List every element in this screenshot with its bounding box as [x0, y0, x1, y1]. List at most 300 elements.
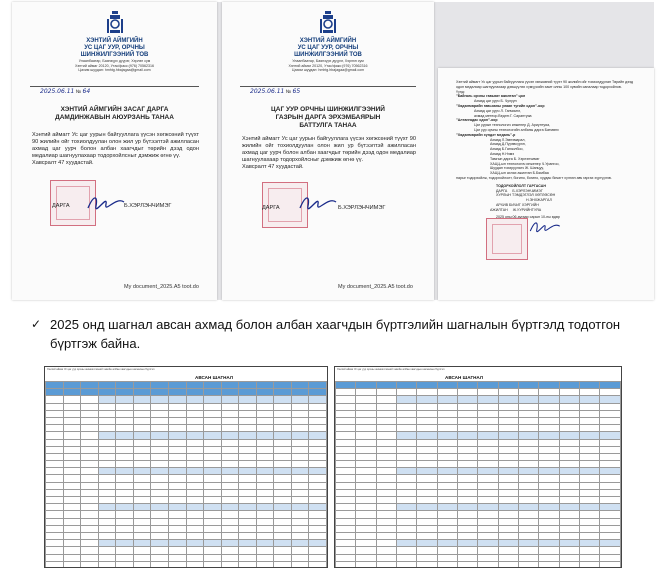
table-cell: [239, 382, 257, 389]
table-cell: [239, 475, 257, 482]
table-cell: [291, 417, 309, 424]
table-cell: [600, 389, 621, 396]
table-cell: [397, 561, 417, 568]
table-cell: [437, 504, 457, 511]
table-cell: [309, 489, 327, 496]
table-cell: [116, 453, 134, 460]
table-cell: [151, 511, 169, 518]
table-cell: [539, 482, 559, 489]
date-number: 2025.06.11 № 64: [40, 88, 91, 95]
table-cell: [376, 482, 396, 489]
table-cell: [519, 439, 539, 446]
table-cell: [498, 532, 518, 539]
table-cell: [539, 389, 559, 396]
table-cell: [291, 532, 309, 539]
table-cell: [539, 532, 559, 539]
table-cell: [336, 475, 356, 482]
table-cell: [356, 518, 376, 525]
table-cell: [356, 453, 376, 460]
table-cell: [376, 532, 396, 539]
table-cell: [600, 518, 621, 525]
table-row: [336, 382, 621, 389]
table-cell: [336, 446, 356, 453]
table-cell: [186, 532, 204, 539]
table-cell: [397, 468, 417, 475]
table-cell: [133, 417, 151, 424]
table-cell: [519, 396, 539, 403]
table-cell: [256, 453, 274, 460]
table-row: [46, 403, 327, 410]
table-cell: [559, 389, 579, 396]
table-cell: [356, 403, 376, 410]
table-cell: [376, 410, 396, 417]
table-cell: [356, 525, 376, 532]
table-cell: [256, 446, 274, 453]
table-cell: [274, 525, 292, 532]
table-row: [46, 525, 327, 532]
table-cell: [336, 382, 356, 389]
table-cell: [417, 511, 437, 518]
table-cell: [539, 489, 559, 496]
table-cell: [274, 532, 292, 539]
table-cell: [256, 439, 274, 446]
table-cell: [376, 525, 396, 532]
table-cell: [458, 497, 478, 504]
table-cell: [221, 396, 239, 403]
table-cell: [397, 518, 417, 525]
table-cell: [376, 497, 396, 504]
table-cell: [336, 417, 356, 424]
table-cell: [437, 461, 457, 468]
table-cell: [356, 547, 376, 554]
table-cell: [478, 382, 498, 389]
table-cell: [498, 489, 518, 496]
table-cell: [417, 497, 437, 504]
award-table: [45, 381, 327, 568]
table-cell: [204, 389, 222, 396]
table-cell: [458, 446, 478, 453]
table-cell: [376, 547, 396, 554]
table-cell: [397, 489, 417, 496]
table-cell: [274, 432, 292, 439]
table-cell: [133, 425, 151, 432]
table-cell: [168, 489, 186, 496]
table-cell: [239, 540, 257, 547]
table-row: [46, 446, 327, 453]
table-row: [336, 446, 621, 453]
table-cell: [204, 468, 222, 475]
table-cell: [256, 561, 274, 568]
appendix-page: [438, 68, 654, 300]
table-cell: [116, 540, 134, 547]
table-cell: [458, 554, 478, 561]
table-cell: [204, 482, 222, 489]
table-cell: [239, 410, 257, 417]
table-cell: [417, 446, 437, 453]
table-cell: [46, 540, 64, 547]
table-cell: [151, 396, 169, 403]
table-cell: [356, 468, 376, 475]
table-cell: [116, 482, 134, 489]
table-cell: [539, 446, 559, 453]
table-cell: [397, 389, 417, 396]
table-cell: [336, 489, 356, 496]
table-cell: [274, 468, 292, 475]
table-cell: [580, 518, 600, 525]
table-cell: [356, 489, 376, 496]
table-cell: [559, 497, 579, 504]
table-cell: [559, 554, 579, 561]
table-cell: [376, 389, 396, 396]
table-cell: [580, 453, 600, 460]
table-cell: [376, 425, 396, 432]
table-cell: [133, 504, 151, 511]
table-cell: [256, 532, 274, 539]
table-cell: [580, 497, 600, 504]
table-cell: [309, 518, 327, 525]
table-cell: [291, 497, 309, 504]
table-cell: [151, 554, 169, 561]
table-cell: [151, 468, 169, 475]
table-cell: [256, 389, 274, 396]
table-cell: [539, 425, 559, 432]
table-cell: [437, 554, 457, 561]
table-cell: [417, 504, 437, 511]
table-cell: [81, 475, 99, 482]
divider: [30, 86, 199, 87]
table-cell: [309, 482, 327, 489]
table-cell: [221, 446, 239, 453]
table-cell: [437, 540, 457, 547]
table-cell: [397, 425, 417, 432]
table-cell: [580, 540, 600, 547]
table-cell: [498, 403, 518, 410]
table-cell: [478, 453, 498, 460]
table-row: [336, 489, 621, 496]
table-cell: [498, 547, 518, 554]
table-cell: [186, 511, 204, 518]
table-cell: [151, 475, 169, 482]
table-cell: [46, 561, 64, 568]
table-row: [46, 511, 327, 518]
table-cell: [559, 511, 579, 518]
table-cell: [519, 417, 539, 424]
appendix-line: "Хөдөлмөрийн гавьяаны улаан тугийн одон"-оор: [456, 103, 545, 108]
award-table: [335, 381, 621, 568]
table-cell: [376, 504, 396, 511]
table-cell: [478, 561, 498, 568]
table-cell: [98, 389, 116, 396]
table-cell: [397, 453, 417, 460]
table-cell: [559, 461, 579, 468]
table-cell: [221, 561, 239, 568]
table-cell: [274, 497, 292, 504]
table-cell: [81, 389, 99, 396]
table-cell: [221, 511, 239, 518]
table-cell: [291, 446, 309, 453]
table-cell: [559, 504, 579, 511]
table-cell: [519, 389, 539, 396]
table-cell: [239, 518, 257, 525]
table-cell: [186, 525, 204, 532]
table-cell: [580, 504, 600, 511]
table-cell: [309, 475, 327, 482]
table-row: [46, 497, 327, 504]
table-row: [336, 432, 621, 439]
table-cell: [356, 439, 376, 446]
table-cell: [580, 439, 600, 446]
table-cell: [417, 461, 437, 468]
table-cell: [600, 540, 621, 547]
table-cell: [221, 475, 239, 482]
table-cell: [186, 554, 204, 561]
table-cell: [309, 425, 327, 432]
table-cell: [168, 532, 186, 539]
table-cell: [458, 504, 478, 511]
table-cell: [81, 561, 99, 568]
table-cell: [580, 547, 600, 554]
table-cell: [81, 439, 99, 446]
table-cell: [309, 446, 327, 453]
table-cell: [580, 489, 600, 496]
table-cell: [498, 396, 518, 403]
table-cell: [98, 525, 116, 532]
table-cell: [168, 475, 186, 482]
table-cell: [559, 518, 579, 525]
table-cell: [204, 453, 222, 460]
table-cell: [98, 511, 116, 518]
table-cell: [397, 461, 417, 468]
table-cell: [81, 425, 99, 432]
table-cell: [539, 525, 559, 532]
org-header: ХЭНТИЙ АЙМГИЙН УС ЦАГ УУР, ОРЧНЫ ШИНЖИЛГЭЭНИЙ ТОВ Улаанбаатар, Баянзүрх дүүрэг, Хэрлэн сум Хэнтий аймаг 20120, Утас/факс:(976) 70562316 Цахим шуудан: hmhtg.hbajagaa@gmail.com: [74, 38, 155, 72]
table-cell: [133, 461, 151, 468]
table-cell: [580, 511, 600, 518]
table-cell: [600, 396, 621, 403]
table-cell: [559, 540, 579, 547]
table-cell: [376, 432, 396, 439]
table-cell: [256, 425, 274, 432]
table-cell: [168, 382, 186, 389]
date-number: 2025.06.11 № 65: [250, 88, 301, 95]
table-row: [336, 511, 621, 518]
table-cell: [256, 504, 274, 511]
table-cell: [336, 511, 356, 518]
table-cell: [133, 532, 151, 539]
table-cell: [221, 417, 239, 424]
table-cell: [336, 532, 356, 539]
table-cell: [600, 403, 621, 410]
table-cell: [600, 410, 621, 417]
table-cell: [498, 432, 518, 439]
table-cell: [291, 525, 309, 532]
table-cell: [478, 389, 498, 396]
appendix-line: Цаг уур орчны технологийн албаны дарга Батмөнх: [474, 127, 559, 132]
table-cell: [458, 518, 478, 525]
table-cell: [559, 410, 579, 417]
table-cell: [186, 497, 204, 504]
table-cell: [417, 532, 437, 539]
table-cell: [63, 475, 81, 482]
table-cell: [519, 504, 539, 511]
table-cell: [274, 446, 292, 453]
table-cell: [116, 396, 134, 403]
table-cell: [539, 554, 559, 561]
scanned-documents: [12, 2, 654, 300]
table-cell: [151, 403, 169, 410]
table-cell: [116, 425, 134, 432]
table-cell: [98, 468, 116, 475]
table-cell: [168, 410, 186, 417]
table-cell: [204, 554, 222, 561]
table-cell: [81, 382, 99, 389]
table-cell: [478, 547, 498, 554]
table-row: [336, 525, 621, 532]
signer-name: Б.ХЭРЛЭНЧИМЭГ: [338, 205, 386, 211]
table-cell: [519, 446, 539, 453]
doc-filename: My document_2025.A5 toot.do: [338, 284, 413, 290]
letter-body: Хэнтий аймагт Ус цаг уурын байгууллага үүсэн хөгжсөний түүхт 90 жилийн ойг тохиолдуулан олон жил ур бүтээлтэй ажилласан ахмад цаг уурч болон албан хаагчдыг төрийн дээд одон медалиар шагнуулахаар тодорхойлсныг дэмжиж өгнө үү. Хавсралт 47 хуудастай.: [32, 132, 199, 166]
letter-1: [12, 2, 217, 300]
table-row: [46, 504, 327, 511]
table-cell: [221, 432, 239, 439]
table-cell: [417, 403, 437, 410]
table-cell: [186, 425, 204, 432]
table-cell: [81, 468, 99, 475]
table-cell: [437, 439, 457, 446]
table-cell: [600, 461, 621, 468]
table-cell: [539, 410, 559, 417]
table-cell: [239, 468, 257, 475]
table-cell: [437, 446, 457, 453]
table-cell: [478, 532, 498, 539]
table-cell: [309, 504, 327, 511]
table-cell: [397, 540, 417, 547]
table-cell: [133, 540, 151, 547]
table-cell: [133, 561, 151, 568]
table-cell: [168, 389, 186, 396]
table-cell: [291, 540, 309, 547]
table-cell: [274, 554, 292, 561]
table-cell: [478, 446, 498, 453]
table-row: [336, 439, 621, 446]
table-cell: [81, 532, 99, 539]
table-row: [336, 417, 621, 424]
table-cell: [498, 525, 518, 532]
table-cell: [239, 439, 257, 446]
appendix-line: "Хөдөлмөрийн хүндэт медаль"-р: [456, 132, 516, 137]
table-cell: [417, 525, 437, 532]
table-cell: [221, 410, 239, 417]
table-cell: [151, 417, 169, 424]
table-cell: [600, 468, 621, 475]
table-cell: [63, 497, 81, 504]
table-cell: [458, 389, 478, 396]
table-cell: [151, 518, 169, 525]
table-cell: [239, 446, 257, 453]
table-cell: [63, 554, 81, 561]
table-cell: [498, 410, 518, 417]
table-cell: [256, 432, 274, 439]
table-cell: [98, 482, 116, 489]
table-row: [46, 410, 327, 417]
table-cell: [168, 511, 186, 518]
table-cell: [356, 497, 376, 504]
table-cell: [309, 461, 327, 468]
table-cell: [239, 554, 257, 561]
table-cell: [46, 511, 64, 518]
table-cell: [98, 540, 116, 547]
table-cell: [63, 453, 81, 460]
table-cell: [309, 389, 327, 396]
table-cell: [221, 439, 239, 446]
table-cell: [81, 403, 99, 410]
table-cell: [151, 439, 169, 446]
table-cell: [437, 489, 457, 496]
table-cell: [116, 554, 134, 561]
table-cell: [168, 554, 186, 561]
table-cell: [274, 504, 292, 511]
appendix-line: ХАЦЦ-ын ахлах ажилтан Б.Бямбаа: [490, 171, 549, 176]
table-cell: [186, 403, 204, 410]
table-cell: [397, 439, 417, 446]
appendix-text: Хэнтий аймагт Ус цаг уурын байгууллага үүсэн хөгжсөний түүхт 90 жилийн ойг тохиолдуулан Төрийн дээд одон медалиар шагнуулахаар дэвшүүлэх хүмүүсийн хамт олны 100 хувийн саналаар тодорхойлов. Үүнд: "Байгаль орчны гавьяат ажилтан" цол Ахмад цаг уурч Б. Чулуун "Хөдөлмөрийн гавьяаны улаан тугийн одон"-оор Ахмад цаг уурч Л. Ганчимэг, ахмад метеор.Ведэтг.Г. Сарантуяа "Алтангадас одон"-оор Цаг уурын технологич инженер Д. Ариунтуяа, Цаг уур орчны технологийн албаны дарга Батмөнх "Хөдөлмөрийн хүндэт медаль"-р Ахмад Л.Эмнэмарал, Ахмад Д.Пүрэвсүрэн, Ахмад Б.Ганзолбоо, Ахмад Н.Нэмэ Тамгын дарга Б. Хэрлэнчимэг ХАЦЦ-ын технологич инженер Ч.Урангоо, Шуудан тохируулагч Ж. Шанцуу, ХАЦЦ-ын ахлах ажилтан Б.Бямбаа нарыг тодорхойлж, тодорхойлолт, богино, богино, хуудас бичигт хүлээн авч гаргах хүргүүлэв. ТОДОРХОЙЛОЛТ ГАРГАСАН ДАРГА Б.ХЭРЛЭНЧИМЭГ ХУРЛЫН ТЭМДЭГЛЭЛ ХӨТЛӨСӨН Н.ЭНХЖАРГАЛ АРХИВ БИЧИГ ХЭРГИЙН АЖИЛТАН Ж.УУРИЙНТУЯА 2025 оны 06 дугаар сарын 10-ны өдөр: [456, 80, 640, 219]
table-cell: [397, 482, 417, 489]
table-cell: [559, 417, 579, 424]
emblem-icon: [105, 10, 125, 36]
table-cell: [437, 468, 457, 475]
table-cell: [559, 532, 579, 539]
table-cell: [81, 453, 99, 460]
table-cell: [221, 540, 239, 547]
table-cell: [81, 489, 99, 496]
table-cell: [239, 489, 257, 496]
table-row: [46, 389, 327, 396]
table-cell: [309, 468, 327, 475]
table-cell: [559, 525, 579, 532]
table-cell: [204, 518, 222, 525]
table-cell: [291, 403, 309, 410]
table-cell: [81, 482, 99, 489]
table-cell: [151, 382, 169, 389]
table-cell: [397, 417, 417, 424]
table-cell: [417, 410, 437, 417]
table-cell: [376, 540, 396, 547]
table-cell: [168, 425, 186, 432]
table-cell: [168, 468, 186, 475]
table-cell: [559, 403, 579, 410]
table-cell: [458, 482, 478, 489]
table-cell: [356, 504, 376, 511]
table-cell: [291, 461, 309, 468]
table-cell: [204, 532, 222, 539]
table-cell: [186, 518, 204, 525]
table-row: [46, 461, 327, 468]
table-cell: [417, 475, 437, 482]
appendix-line: Цаг уурын технологич инженер Д. Ариунтуяа,: [474, 123, 551, 128]
table-cell: [356, 396, 376, 403]
table-cell: [239, 403, 257, 410]
table-cell: [46, 475, 64, 482]
table-cell: [600, 489, 621, 496]
signature-label: ДАРГА: [52, 203, 70, 209]
table-cell: [204, 525, 222, 532]
table-cell: [478, 396, 498, 403]
table-cell: [46, 554, 64, 561]
table-cell: [519, 561, 539, 568]
table-cell: [458, 525, 478, 532]
table-cell: [133, 547, 151, 554]
